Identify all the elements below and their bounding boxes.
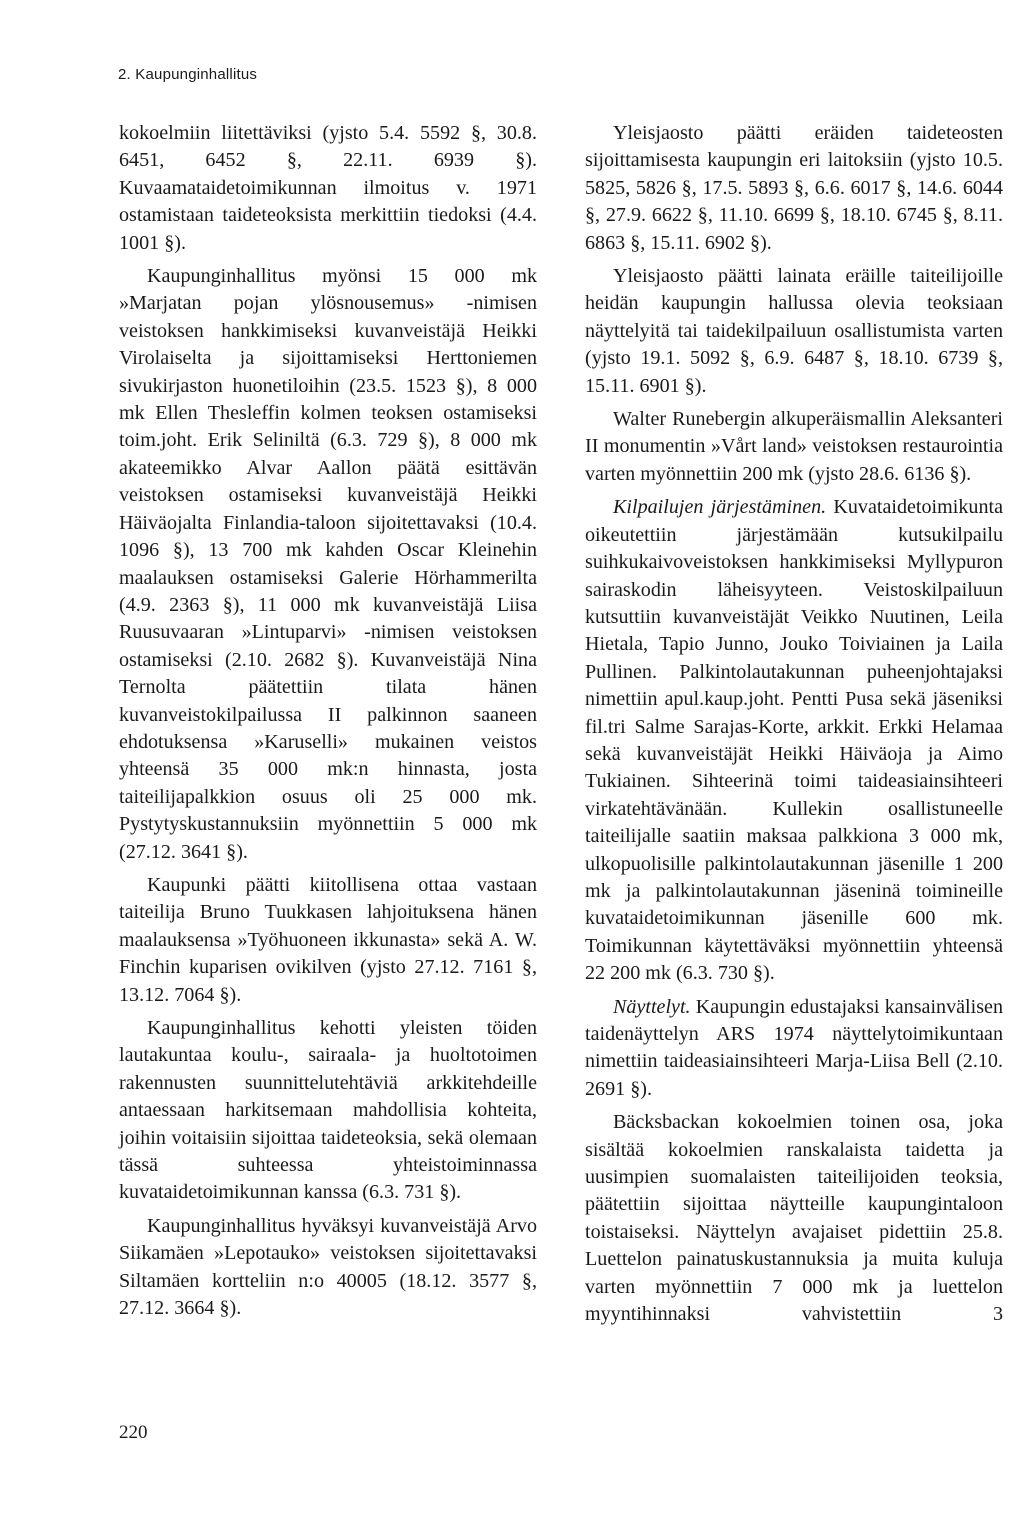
section-heading: Näyttelyt. [613, 995, 691, 1018]
paragraph: kokoelmiin liitettäviksi (yjsto 5.4. 5592 §, 30.8. 6451, 6452 §, 22.11. 6939 §). Kuvaamataidetoimikunnan ilmoitus v. 1971 ostamistaan taideteoksista merkittiin tiedoksi (4.4. 1001 §). [119, 122, 537, 254]
paragraph-text: Kuvataidetoimikunta oikeutettiin järjestämään kutsukilpailu suihkukaivoveistoksen hankkimiseksi Myllypuron sairaskodin läheisyyteen. Veistoskilpailuun kutsuttiin kuvanveistäjät Veikko Nuutinen, Leila Hietala, Tapio Junno, Jouko Toiviainen ja Laila Pullinen. Palkintolautakunnan puheenjohtajaksi nimettiin apul.kaup.joht. Pentti Pusa sekä jäseniksi fil.tri Salme Sarajas-Korte, arkkit. Erkki Helamaa sekä kuvanveistäjät Heikki Häiväoja ja Aimo Tukiainen. Sihteerinä toimi taideasiainsihteeri virkatehtävänään. Kullekin osallistuneelle taiteilijalle saatiin maksaa palkkiona 3 000 mk, ulkopuolisille palkintolautakunnan jäsenille 1 200 mk ja palkintolautakunnan jäseninä toimineille kuvataidetoimikunnan jäsenille 600 mk. Toimikunnan käytettäväksi myönnettiin yhteensä 22 200 mk (6.3. 730 §). [585, 496, 1003, 985]
section-heading: Kilpailujen järjestäminen. [613, 496, 827, 519]
paragraph: Yleisjaosto päätti eräiden taideteosten sijoittamisesta kaupungin eri laitoksiin (yjsto 10.5. 5825, 5826 §, 17.5. 5893 §, 6.6. 6017 §, 14.6. 6044 §, 27.9. 6622 §, 11.10. 6699 §, 18.10. 6745 §, 8.11. 6863 §, 15.11. 6902 §). [585, 122, 1003, 254]
right-column [585, 120, 1003, 1334]
paragraph: Kaupunginhallitus myönsi 15 000 mk »Marjatan pojan ylösnousemus» -nimisen veistoksen hankkimiseksi kuvanveistäjä Heikki Virolaiselta ja sijoittamiseksi Herttoniemen sivukirjaston huonetiloihin (23.5. 1523 §), 8 000 mk Ellen Thesleffin kolmen teoksen ostamiseksi toim.joht. Erik Seliniltä (6.3. 729 §), 8 000 mk akateemikko Alvar Aallon päätä esittävän veistoksen ostamiseksi kuvanveistäjä Heikki Häiväojalta Finlandia-taloon sijoitettavaksi (10.4. 1096 §), 13 700 mk kahden Oscar Kleinehin maalauksen ostamiseksi Galerie Hörhammerilta (4.9. 2363 §), 11 000 mk kuvanveistäjä Liisa Ruusuvaaran »Lintuparvi» -nimisen veistoksen ostamiseksi (2.10. 2682 §). Kuvanveistäjä Nina Ternolta päätettiin tilata hänen kuvanveistokilpailussa II palkinnon saaneen ehdotuksensa »Karuselli» mukainen veistos yhteensä 35 000 mk:n hinnasta, josta taiteilijapalkkion osuus oli 25 000 mk. Pystytyskustannuksiin myönnettiin 5 000 mk (27.12. 3641 §). [119, 265, 537, 863]
paragraph [585, 994, 1003, 1104]
paragraph: Walter Runebergin alkuperäismallin Aleksanteri II monumentin »Vårt land» veistoksen restaurointia varten myönnettiin 200 mk (yjsto 28.6. 6136 §). [585, 408, 1003, 485]
paragraph-text: Kaupungin edustajaksi kansainvälisen taidenäyttelyn ARS 1974 näyttelytoimikuntaan nimettiin taideasiainsihteeri Marja-Liisa Bell (2.10. 2691 §). [585, 995, 1003, 1100]
paragraph [585, 494, 1003, 987]
paragraph: Yleisjaosto päätti lainata eräille taiteilijoille heidän kaupungin hallussa olevia teoksiaan näyttelyitä tai taidekilpailuun osallistumista varten (yjsto 19.1. 5092 §, 6.9. 6487 §, 18.10. 6739 §, 15.11. 6901 §). [585, 265, 1003, 397]
paragraph: Bäcksbackan kokoelmien toinen osa, joka sisältää kokoelmien ranskalaista taidetta ja uusimpien suomalaisten taiteilijoiden teoksia, päätettiin sijoittaa näytteille kaupungintaloon toistaiseksi. Näyttelyn avajaiset pidettiin 25.8. Luettelon painatuskustannuksia ja muita kuluja varten myönnettiin 7 000 mk ja luettelon myyntihinnaksi vahvistettiin 3 [585, 1111, 1003, 1326]
running-header: 2. Kaupunginhallitus [118, 66, 258, 83]
paragraph: Kaupunginhallitus kehotti yleisten töiden lautakuntaa koulu-, sairaala- ja huoltotoimen rakennusten suunnittelutehtäviä arkkitehdeille antaessaan harkitsemaan mahdollisia kohteita, joihin voitaisiin sijoittaa taideteoksia, sekä olemaan tässä suhteessa yhteistoiminnassa kuvataidetoimikunnan kanssa (6.3. 731 §). [119, 1017, 537, 1204]
left-column [119, 120, 537, 1328]
page-number: 220 [119, 1422, 148, 1443]
paragraph: Kaupunki päätti kiitollisena ottaa vastaan taiteilija Bruno Tuukkasen lahjoituksena hänen maalauksensa »Työhuoneen ikkunasta» sekä A. W. Finchin kuparisen ovikilven (yjsto 27.12. 7161 §, 13.12. 7064 §). [119, 873, 537, 1006]
paragraph: Kaupunginhallitus hyväksyi kuvanveistäjä Arvo Siikamäen »Lepotauko» veistoksen sijoitettavaksi Siltamäen kortteliin n:o 40005 (18.12. 3577 §, 27.12. 3664 §). [119, 1214, 537, 1320]
